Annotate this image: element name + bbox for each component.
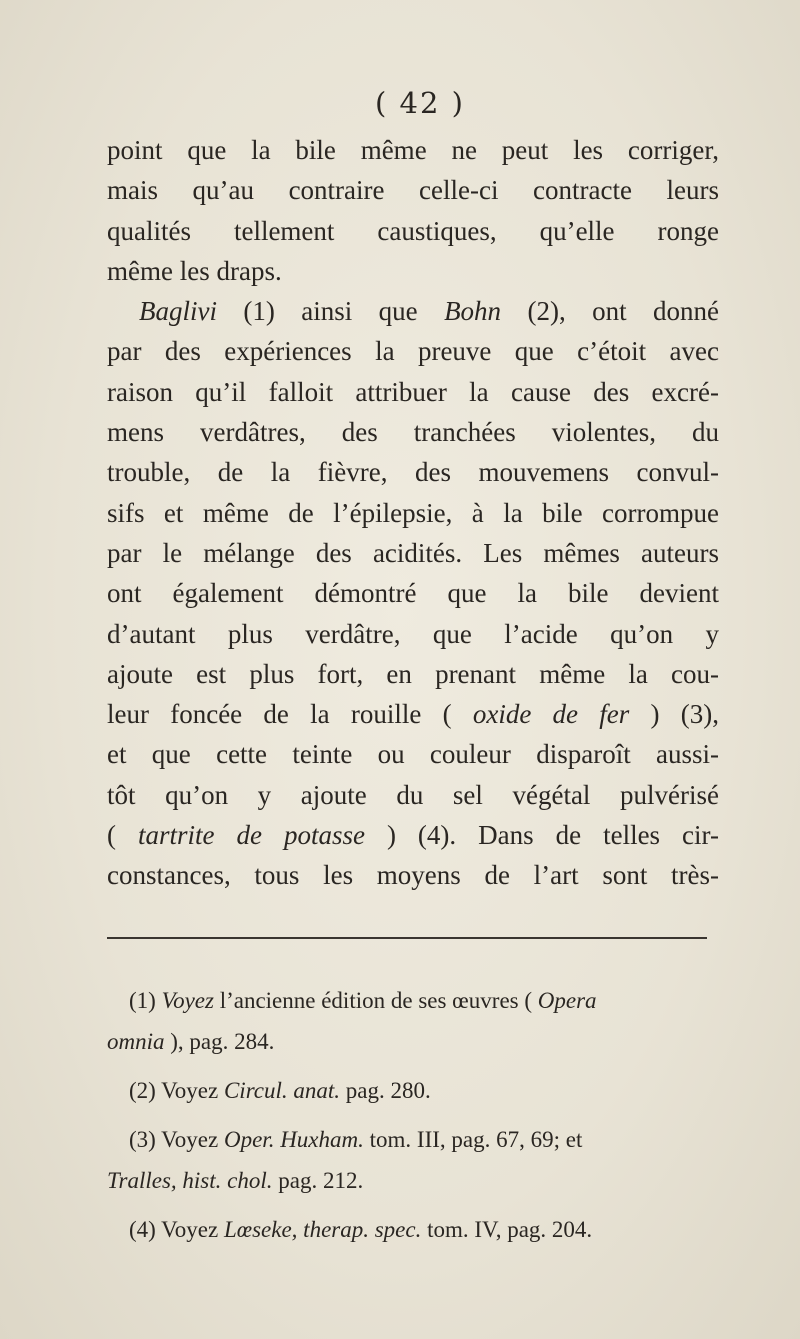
text-run: sifs et même de l’épilepsie, à la bile corrompue bbox=[107, 497, 719, 528]
text-line bbox=[107, 775, 719, 815]
main-text bbox=[107, 130, 719, 896]
text-run: mens verdâtres, des tranchées violentes, du bbox=[107, 417, 719, 448]
text-line bbox=[107, 251, 719, 291]
footnotes bbox=[107, 980, 727, 1258]
text-line bbox=[107, 412, 719, 452]
text-line bbox=[107, 372, 719, 412]
text-run: (3) Voyez bbox=[129, 1127, 224, 1152]
text-line bbox=[107, 291, 719, 331]
text-line bbox=[107, 815, 719, 855]
footnote-line bbox=[107, 1160, 727, 1201]
text-line bbox=[107, 170, 719, 210]
text-run: (4) Voyez bbox=[129, 1217, 224, 1242]
footnote-line bbox=[107, 1209, 727, 1250]
text-run: tôt qu’on y ajoute du sel végétal pulvérisé bbox=[107, 779, 719, 810]
text-run: ont également démontré que la bile devient bbox=[107, 578, 719, 609]
text-run: (2), ont donné bbox=[501, 296, 719, 327]
text-run: (2) Voyez bbox=[129, 1078, 224, 1103]
text-run: tom. IV, pag. 204. bbox=[421, 1217, 593, 1242]
text-run: raison qu’il falloit attribuer la cause des excré- bbox=[107, 376, 719, 407]
text-line bbox=[107, 211, 719, 251]
footnote-line bbox=[107, 1119, 727, 1160]
text-run: pag. 212. bbox=[272, 1168, 364, 1193]
text-run: même les draps. bbox=[107, 255, 282, 286]
footnote bbox=[107, 1209, 727, 1250]
text-line bbox=[107, 533, 719, 573]
footnote bbox=[107, 1070, 727, 1111]
italic-text: omnia bbox=[107, 1029, 165, 1054]
footnote-line bbox=[107, 1021, 727, 1062]
text-run: (1) bbox=[129, 988, 162, 1013]
text-run: l’ancienne édition de ses œuvres ( bbox=[213, 988, 538, 1013]
text-run: trouble, de la fièvre, des mouvemens convul- bbox=[107, 457, 719, 488]
footnote-divider bbox=[107, 937, 707, 939]
text-run: ) (3), bbox=[629, 699, 719, 730]
text-run: ) (4). Dans de telles cir- bbox=[364, 820, 719, 851]
text-run: qualités tellement caustiques, qu’elle ronge bbox=[107, 215, 719, 246]
text-run: ( bbox=[107, 820, 138, 851]
italic-text: Tralles, hist. chol. bbox=[107, 1168, 273, 1193]
text-run: (1) ainsi que bbox=[216, 296, 445, 327]
text-run: ), pag. 284. bbox=[164, 1029, 275, 1054]
text-run: par le mélange des acidités. Les mêmes auteurs bbox=[107, 537, 719, 568]
italic-text: tartrite de potasse bbox=[137, 820, 365, 851]
text-run: tom. III, pag. 67, 69; et bbox=[363, 1127, 583, 1152]
text-line bbox=[107, 331, 719, 371]
text-run: et que cette teinte ou couleur disparoît aussi- bbox=[107, 739, 719, 770]
footnote-line bbox=[107, 1070, 727, 1111]
text-line bbox=[107, 855, 719, 895]
text-run: par des expériences la preuve que c’étoit avec bbox=[107, 336, 719, 367]
text-line bbox=[107, 452, 719, 492]
text-run: pag. 280. bbox=[340, 1078, 431, 1103]
text-run: ajoute est plus fort, en prenant même la cou- bbox=[107, 658, 719, 689]
text-run: point que la bile même ne peut les corriger, bbox=[107, 135, 719, 165]
italic-text: oxide de fer bbox=[472, 699, 630, 730]
text-line bbox=[107, 130, 719, 170]
text-run: leur foncée de la rouille ( bbox=[107, 699, 473, 730]
text-run: constances, tous les moyens de l’art sont très- bbox=[107, 860, 719, 891]
text-line bbox=[107, 614, 719, 654]
italic-text: Voyez bbox=[161, 988, 214, 1013]
text-line bbox=[107, 493, 719, 533]
page-number: ( 42 ) bbox=[375, 86, 465, 120]
text-line bbox=[107, 694, 719, 734]
footnote bbox=[107, 1119, 727, 1201]
footnote bbox=[107, 980, 727, 1062]
text-run: d’autant plus verdâtre, que l’acide qu’on y bbox=[107, 618, 719, 649]
text-line bbox=[107, 573, 719, 613]
italic-text: Circul. anat. bbox=[223, 1078, 341, 1103]
text-line bbox=[107, 654, 719, 694]
italic-text: Lœseke, therap. spec. bbox=[223, 1217, 422, 1242]
footnote-line bbox=[107, 980, 727, 1021]
italic-text: Bohn bbox=[444, 296, 502, 327]
italic-text: Baglivi bbox=[139, 296, 217, 327]
text-run: mais qu’au contraire celle-ci contracte leurs bbox=[107, 175, 719, 206]
italic-text: Oper. Huxham. bbox=[223, 1127, 364, 1152]
text-line bbox=[107, 734, 719, 774]
italic-text: Opera bbox=[537, 988, 597, 1013]
